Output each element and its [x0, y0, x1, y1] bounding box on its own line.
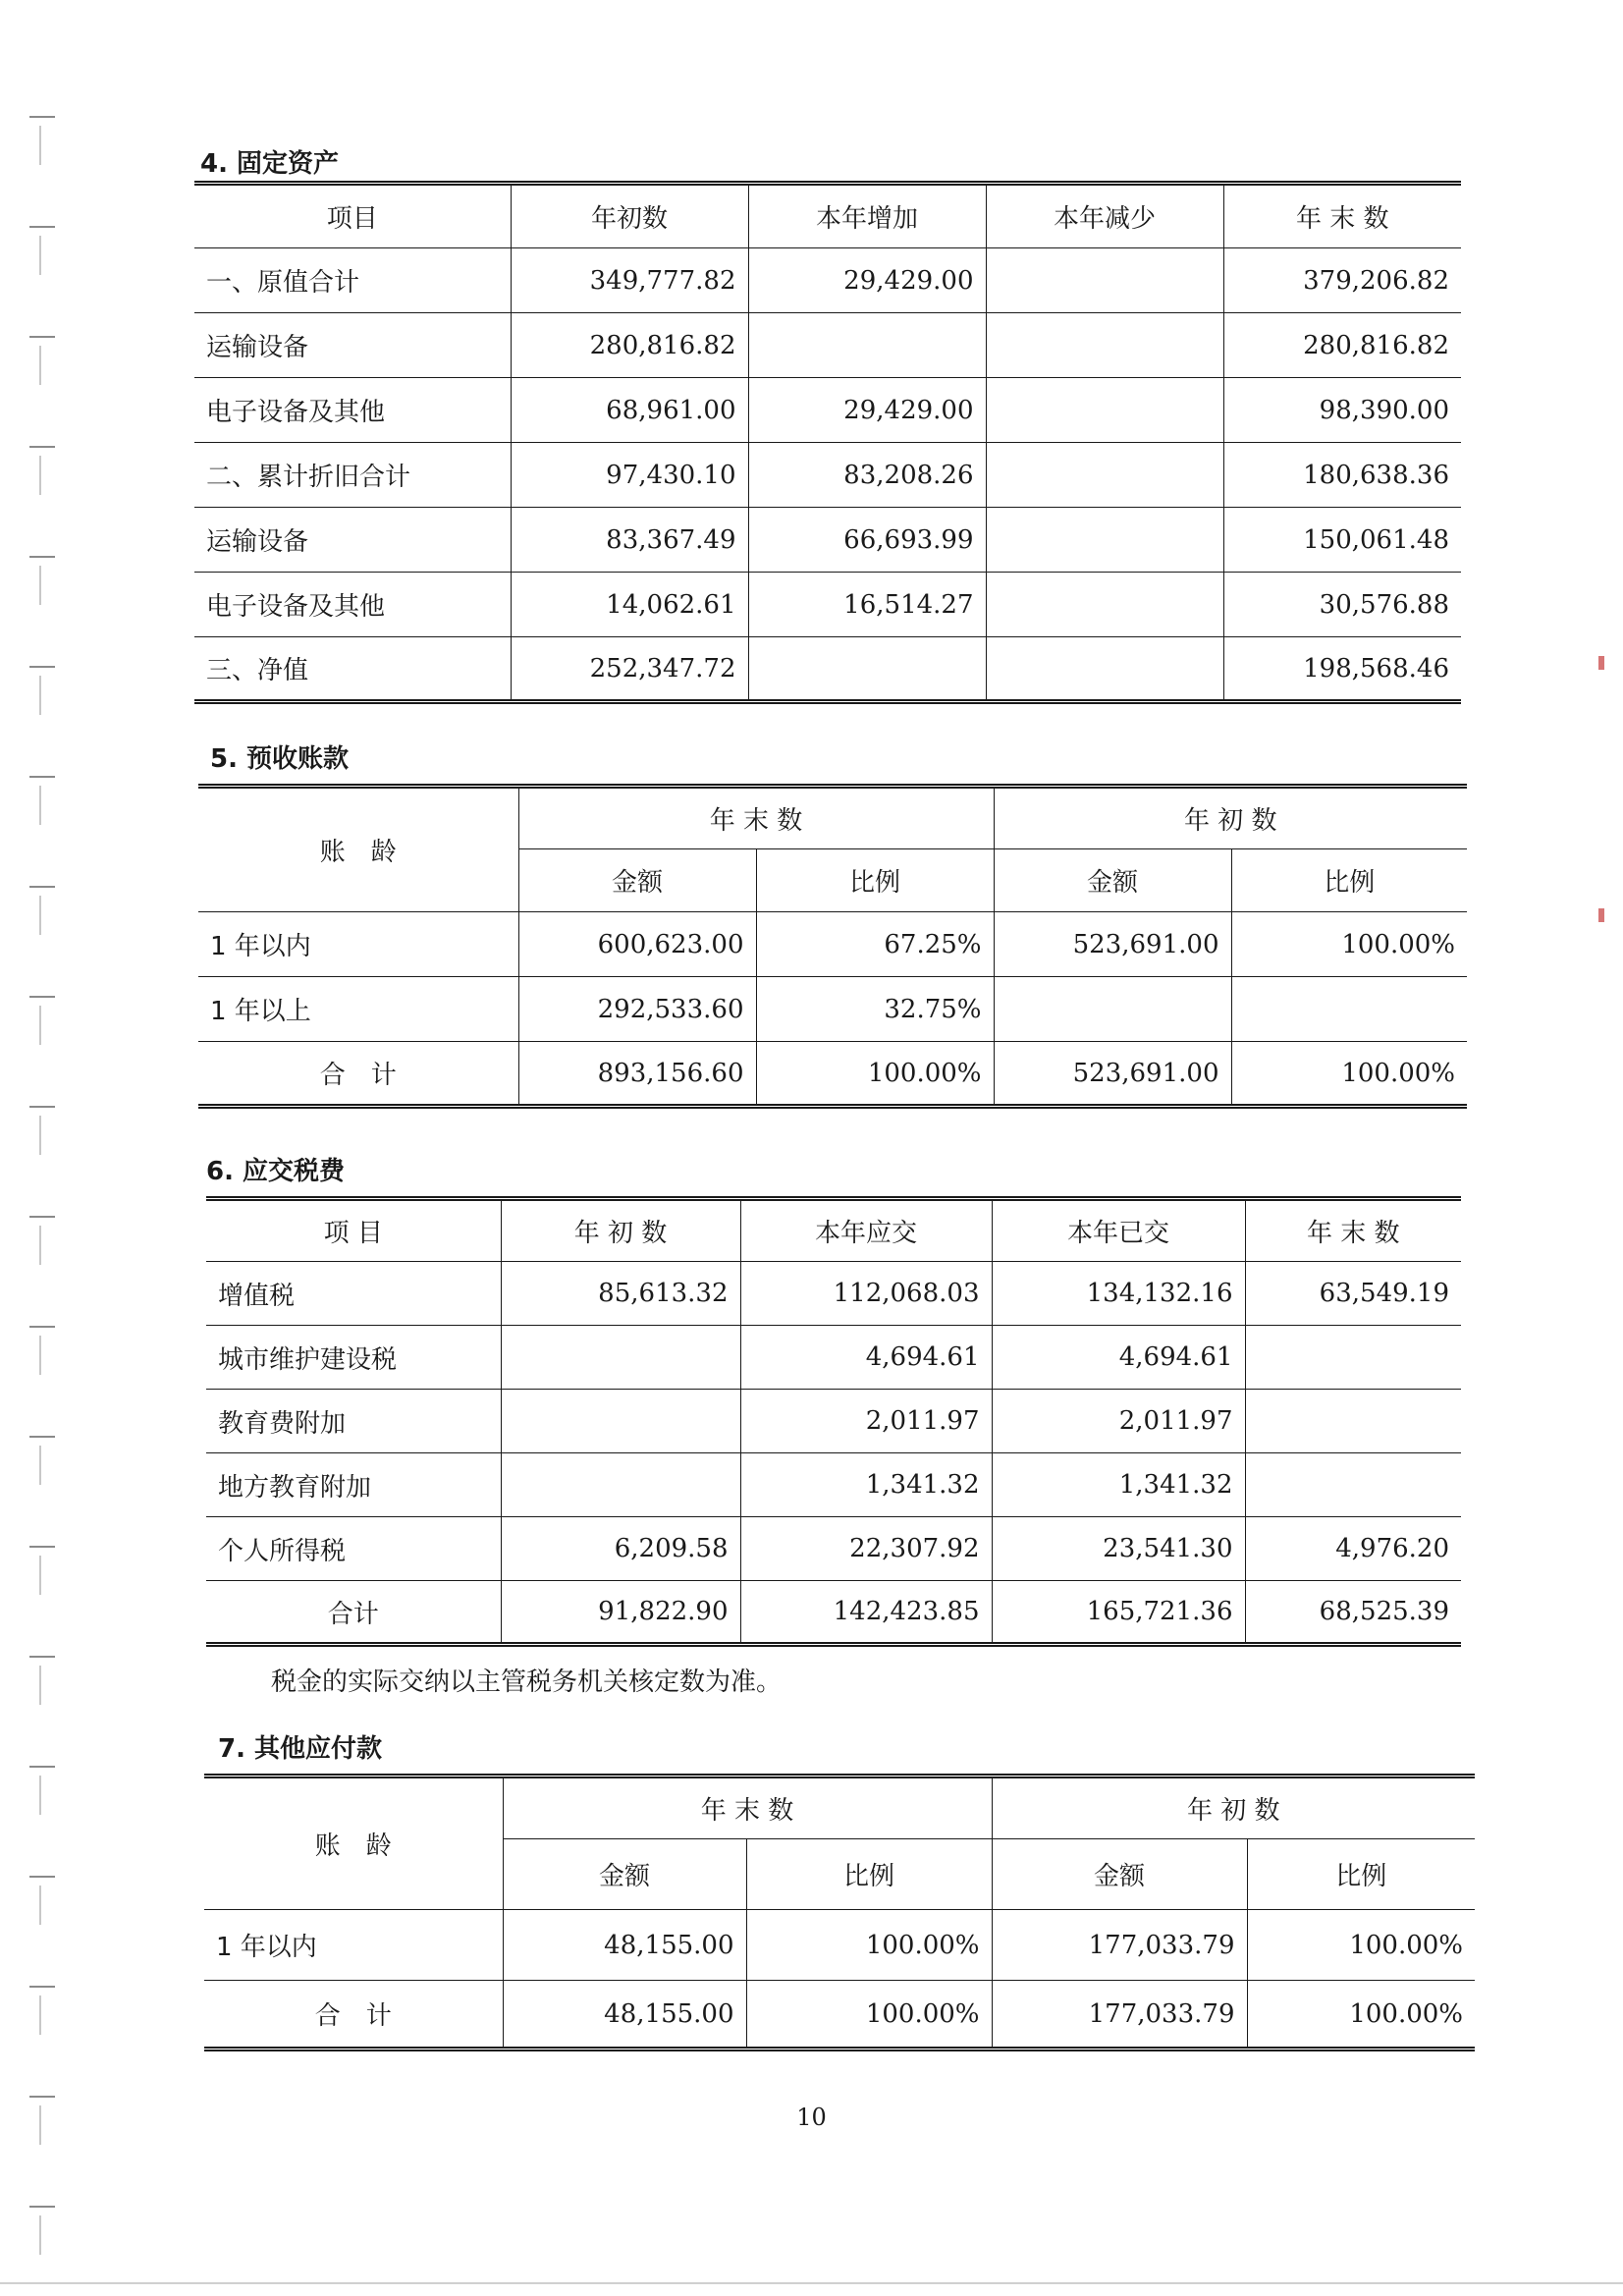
subheader-cell: 比例: [756, 849, 994, 912]
binding-mark: [29, 556, 55, 558]
table-row: [194, 443, 1461, 508]
row-label: 电子设备及其他: [194, 573, 511, 637]
cell-value: 150,061.48: [1223, 508, 1461, 573]
binding-mark: [29, 336, 55, 338]
table-row: [206, 1326, 1461, 1390]
binding-line: [39, 1666, 41, 1705]
advance-receipts-table: [198, 784, 1467, 1109]
binding-line: [39, 1556, 41, 1595]
cell-value: [748, 637, 986, 702]
row-label: 城市维护建设税: [206, 1326, 501, 1390]
cell-value: [748, 313, 986, 378]
cell-value: 280,816.82: [1223, 313, 1461, 378]
subheader-cell: 金额: [992, 1839, 1247, 1910]
binding-mark: [29, 1436, 55, 1438]
binding-line: [39, 786, 41, 825]
cell-value: 523,691.00: [994, 1042, 1231, 1107]
binding-line: [39, 236, 41, 275]
red-mark: [1598, 908, 1604, 922]
row-label: 1 年以上: [198, 977, 518, 1042]
binding-line: [39, 126, 41, 165]
cell-value: [1245, 1390, 1461, 1453]
binding-line: [39, 1006, 41, 1045]
binding-line: [39, 676, 41, 715]
cell-value: 100.00%: [756, 1042, 994, 1107]
age-header: 账 龄: [204, 1777, 503, 1910]
table-row: [198, 912, 1467, 977]
row-label: 运输设备: [194, 313, 511, 378]
binding-mark: [29, 1216, 55, 1218]
cell-value: 22,307.92: [740, 1517, 992, 1581]
table-row: [206, 1390, 1461, 1453]
binding-mark: [29, 446, 55, 448]
cell-value: 97,430.10: [511, 443, 748, 508]
binding-line: [39, 566, 41, 605]
table-row: [204, 1910, 1475, 1981]
cell-value: 134,132.16: [992, 1262, 1245, 1326]
table-header-row: [198, 787, 1467, 849]
row-label: 教育费附加: [206, 1390, 501, 1453]
cell-value: 32.75%: [756, 977, 994, 1042]
header-cell: 年 末 数: [1223, 184, 1461, 248]
binding-mark: [29, 886, 55, 888]
row-label: 电子设备及其他: [194, 378, 511, 443]
table-row: [194, 637, 1461, 702]
cell-value: 280,816.82: [511, 313, 748, 378]
row-label: 地方教育附加: [206, 1453, 501, 1517]
row-label: 运输设备: [194, 508, 511, 573]
cell-value: 600,623.00: [518, 912, 756, 977]
binding-mark: [29, 1546, 55, 1548]
fixed-assets-table: [194, 181, 1461, 704]
row-label: 1 年以内: [204, 1910, 503, 1981]
cell-value: 91,822.90: [501, 1581, 740, 1645]
cell-value: 83,208.26: [748, 443, 986, 508]
cell-value: 14,062.61: [511, 573, 748, 637]
row-label: 三、净值: [194, 637, 511, 702]
cell-value: 30,576.88: [1223, 573, 1461, 637]
cell-value: 180,638.36: [1223, 443, 1461, 508]
row-label: 合 计: [204, 1981, 503, 2050]
cell-value: 48,155.00: [503, 1910, 746, 1981]
cell-value: [501, 1326, 740, 1390]
section-title-fixed-assets: 4. 固定资产: [200, 149, 340, 179]
binding-mark: [29, 226, 55, 228]
binding-line: [39, 1995, 41, 2035]
cell-value: 68,961.00: [511, 378, 748, 443]
cell-value: 6,209.58: [501, 1517, 740, 1581]
row-label: 1 年以内: [198, 912, 518, 977]
binding-line: [39, 346, 41, 385]
cell-value: [986, 378, 1223, 443]
cell-value: [501, 1453, 740, 1517]
cell-value: 23,541.30: [992, 1517, 1245, 1581]
cell-value: 379,206.82: [1223, 248, 1461, 313]
binding-mark: [29, 996, 55, 998]
header-cell: 年 末 数: [1245, 1199, 1461, 1262]
binding-mark: [29, 776, 55, 778]
red-mark: [1598, 656, 1604, 670]
table-row: [194, 508, 1461, 573]
cell-value: 142,423.85: [740, 1581, 992, 1645]
table-header-row: [206, 1199, 1461, 1262]
group-header: 年 初 数: [992, 1777, 1475, 1839]
cell-value: 66,693.99: [748, 508, 986, 573]
page-bottom-edge: [0, 2282, 1623, 2284]
taxes-payable-table: [206, 1196, 1461, 1647]
table-row: [194, 573, 1461, 637]
table-row: [194, 313, 1461, 378]
cell-value: [986, 637, 1223, 702]
table-row: [198, 977, 1467, 1042]
cell-value: 100.00%: [1247, 1981, 1475, 2050]
binding-mark: [29, 2096, 55, 2098]
cell-value: 177,033.79: [992, 1910, 1247, 1981]
header-cell: 年初数: [511, 184, 748, 248]
cell-value: 2,011.97: [740, 1390, 992, 1453]
row-label: 二、累计折旧合计: [194, 443, 511, 508]
row-label: 一、原值合计: [194, 248, 511, 313]
other-payables-table: [204, 1774, 1475, 2051]
subheader-cell: 比例: [1247, 1839, 1475, 1910]
cell-value: 67.25%: [756, 912, 994, 977]
table-row: [206, 1262, 1461, 1326]
binding-mark: [29, 1986, 55, 1988]
table-total-row: [206, 1581, 1461, 1645]
cell-value: 4,976.20: [1245, 1517, 1461, 1581]
cell-value: 252,347.72: [511, 637, 748, 702]
cell-value: 100.00%: [746, 1981, 992, 2050]
cell-value: 523,691.00: [994, 912, 1231, 977]
cell-value: 165,721.36: [992, 1581, 1245, 1645]
binding-line: [39, 1886, 41, 1925]
cell-value: 16,514.27: [748, 573, 986, 637]
page-number: 10: [796, 2104, 827, 2131]
age-header: 账 龄: [198, 787, 518, 912]
binding-mark: [29, 1766, 55, 1768]
table-total-row: [204, 1981, 1475, 2050]
binding-line: [39, 1226, 41, 1265]
binding-line: [39, 1776, 41, 1815]
cell-value: 85,613.32: [501, 1262, 740, 1326]
cell-value: 63,549.19: [1245, 1262, 1461, 1326]
table-row: [206, 1453, 1461, 1517]
header-cell: 项目: [194, 184, 511, 248]
tax-note: 税金的实际交纳以主管税务机关核定数为准。: [271, 1667, 783, 1697]
cell-value: 29,429.00: [748, 378, 986, 443]
cell-value: [986, 443, 1223, 508]
subheader-cell: 金额: [503, 1839, 746, 1910]
cell-value: 1,341.32: [740, 1453, 992, 1517]
table-row: [206, 1517, 1461, 1581]
cell-value: 100.00%: [746, 1910, 992, 1981]
cell-value: 198,568.46: [1223, 637, 1461, 702]
section-title-advance-receipts: 5. 预收账款: [210, 744, 350, 774]
group-header: 年 初 数: [994, 787, 1467, 849]
cell-value: 68,525.39: [1245, 1581, 1461, 1645]
binding-mark: [29, 2206, 55, 2208]
subheader-cell: 比例: [746, 1839, 992, 1910]
cell-value: 48,155.00: [503, 1981, 746, 2050]
binding-mark: [29, 1326, 55, 1328]
cell-value: 4,694.61: [740, 1326, 992, 1390]
header-cell: 本年应交: [740, 1199, 992, 1262]
cell-value: 100.00%: [1231, 912, 1467, 977]
binding-mark: [29, 1106, 55, 1108]
binding-line: [39, 1336, 41, 1375]
row-label: 合 计: [198, 1042, 518, 1107]
cell-value: 100.00%: [1247, 1910, 1475, 1981]
section-title-other-payables: 7. 其他应付款: [218, 1734, 383, 1764]
cell-value: [1245, 1453, 1461, 1517]
cell-value: 292,533.60: [518, 977, 756, 1042]
cell-value: 98,390.00: [1223, 378, 1461, 443]
subheader-cell: 比例: [1231, 849, 1467, 912]
binding-line: [39, 896, 41, 935]
header-cell: 本年已交: [992, 1199, 1245, 1262]
cell-value: [986, 508, 1223, 573]
cell-value: 893,156.60: [518, 1042, 756, 1107]
cell-value: 112,068.03: [740, 1262, 992, 1326]
binding-margin: [0, 0, 69, 2296]
table-total-row: [198, 1042, 1467, 1107]
row-label: 个人所得税: [206, 1517, 501, 1581]
binding-line: [39, 456, 41, 495]
cell-value: [1231, 977, 1467, 1042]
binding-mark: [29, 666, 55, 668]
cell-value: [1245, 1326, 1461, 1390]
cell-value: 83,367.49: [511, 508, 748, 573]
cell-value: 100.00%: [1231, 1042, 1467, 1107]
row-label: 合计: [206, 1581, 501, 1645]
header-cell: 项 目: [206, 1199, 501, 1262]
subheader-cell: 金额: [518, 849, 756, 912]
cell-value: 1,341.32: [992, 1453, 1245, 1517]
table-row: [194, 378, 1461, 443]
table-header-row: [194, 184, 1461, 248]
cell-value: [986, 248, 1223, 313]
cell-value: [994, 977, 1231, 1042]
group-header: 年 末 数: [518, 787, 994, 849]
cell-value: 4,694.61: [992, 1326, 1245, 1390]
binding-mark: [29, 1876, 55, 1878]
binding-line: [39, 1116, 41, 1155]
binding-line: [39, 1446, 41, 1485]
cell-value: [986, 573, 1223, 637]
table-row: [194, 248, 1461, 313]
subheader-cell: 金额: [994, 849, 1231, 912]
section-title-taxes-payable: 6. 应交税费: [206, 1157, 346, 1186]
header-cell: 本年增加: [748, 184, 986, 248]
binding-line: [39, 2215, 41, 2255]
cell-value: [986, 313, 1223, 378]
cell-value: 2,011.97: [992, 1390, 1245, 1453]
cell-value: 177,033.79: [992, 1981, 1247, 2050]
group-header: 年 末 数: [503, 1777, 992, 1839]
binding-mark: [29, 1656, 55, 1658]
table-header-row: [204, 1777, 1475, 1839]
binding-mark: [29, 116, 55, 118]
row-label: 增值税: [206, 1262, 501, 1326]
cell-value: [501, 1390, 740, 1453]
cell-value: 349,777.82: [511, 248, 748, 313]
header-cell: 本年减少: [986, 184, 1223, 248]
cell-value: 29,429.00: [748, 248, 986, 313]
header-cell: 年 初 数: [501, 1199, 740, 1262]
